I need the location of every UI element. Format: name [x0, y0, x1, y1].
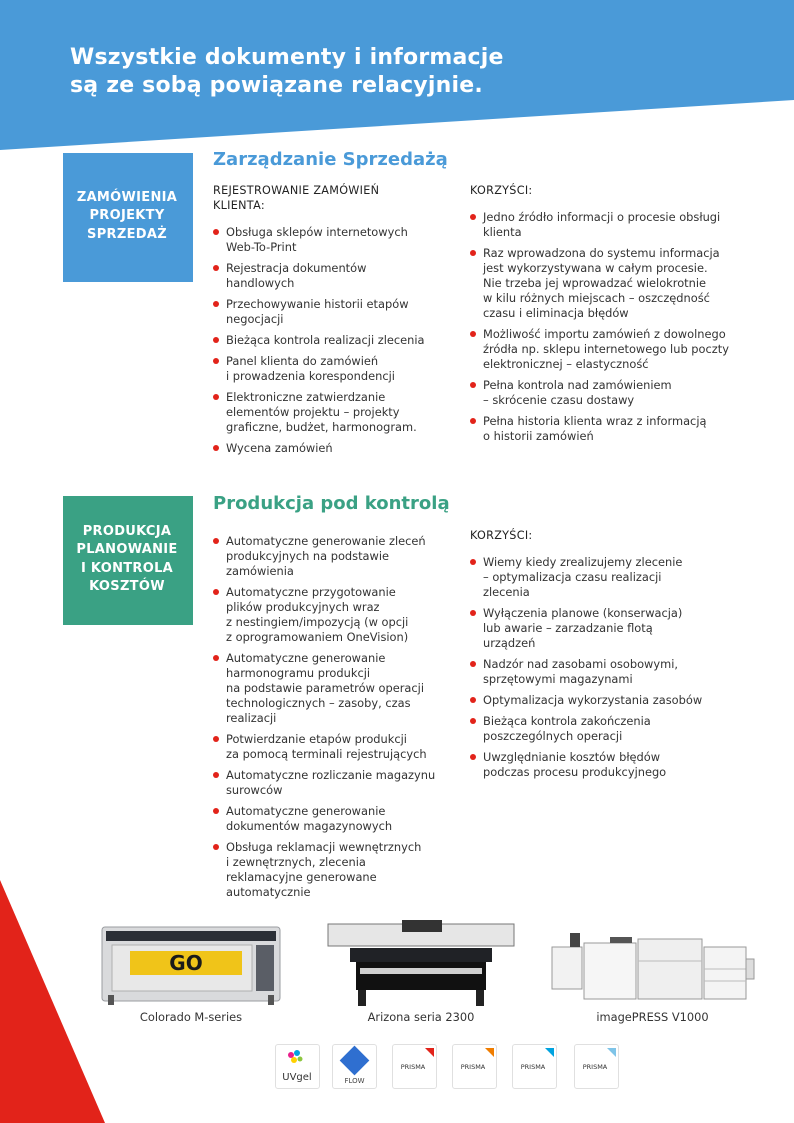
list-item-text: Możliwość importu zamówień z dowolnego źródła np. sklepu internetowego lub poczty elektronicznej – elastyczność [483, 327, 729, 371]
logo-wordmark: PRISMA [520, 1063, 546, 1071]
section-tag-production [63, 496, 191, 623]
imagepress-printer-image [550, 925, 755, 1007]
printer-caption: Arizona seria 2300 [367, 1010, 475, 1024]
list-item-text: Raz wprowadzona do systemu informacja jest wykorzystywana w całym procesie. Nie trzeba jej wprowadzać wielokrotnie w kilu różnych miejscach – oszczędność czasu i eliminacja błędów [483, 246, 720, 320]
list-item-text: Pełna historia klienta wraz z informacją o historii zamówień [483, 414, 707, 443]
list-item [213, 333, 453, 348]
list-item [470, 714, 760, 744]
bullet-icon [213, 229, 219, 235]
benefits-heading: KORZYŚCI: [470, 184, 533, 197]
list-item-text: Jedno źródło informacji o procesie obsługi klienta [483, 210, 721, 239]
list-item-text: Automatyczne generowanie dokumentów magazynowych [226, 804, 393, 833]
bullet-icon [213, 358, 219, 364]
printer-caption: Colorado M-series [139, 1010, 243, 1024]
list-item-text: Wiemy kiedy zrealizujemy zlecenie – optymalizacja czasu realizacji zlecenia [483, 555, 683, 599]
headline-line-1: Wszystkie dokumenty i informacje [70, 45, 504, 70]
production-feature-list [213, 534, 453, 906]
bullet-icon [470, 718, 476, 724]
tag-line: ZAMÓWIENIA [76, 189, 178, 205]
list-item-text: Automatyczne przygotowanie plików produkcyjnych wraz z nestingiem/impozycją (w opcji z oprogramowaniem OneVision) [226, 585, 409, 644]
page-headline [70, 44, 670, 100]
list-item [213, 441, 453, 456]
list-item [213, 768, 453, 798]
bullet-icon [470, 418, 476, 424]
bullet-icon [213, 772, 219, 778]
section-tag-sales [63, 153, 191, 280]
tag-line: PLANOWANIE [76, 542, 178, 557]
list-item-text: Automatyczne rozliczanie magazynu surowców [226, 768, 436, 797]
bullet-icon [470, 331, 476, 337]
list-item-text: Wyłączenia planowe (konserwacja) lub awarie – zarzadzanie flotą urządzeń [483, 606, 683, 650]
section-title-production: Produkcja pod kontrolą [213, 493, 450, 514]
tag-line: PROJEKTY [89, 208, 165, 224]
bullet-icon [213, 538, 219, 544]
list-item-text: Rejestracja dokumentów handlowych [226, 261, 367, 290]
list-item-text: Potwierdzanie etapów produkcji za pomocą terminali rejestrujących [226, 732, 427, 761]
bullet-icon [213, 301, 219, 307]
prisma-logo [512, 1044, 557, 1089]
colorado-printer-image [100, 925, 282, 1007]
logo-wordmark: PRISMA [460, 1063, 486, 1071]
list-item [470, 378, 760, 408]
bullet-icon [470, 214, 476, 220]
logo-wordmark: PRISMA [582, 1063, 608, 1071]
bullet-icon [470, 610, 476, 616]
bullet-icon [213, 736, 219, 742]
list-item [213, 651, 453, 726]
list-item-text: Uwzględnianie kosztów błędów podczas procesu produkcyjnego [483, 750, 667, 779]
printer-caption: imagePRESS V1000 [596, 1010, 709, 1024]
list-item-text: Optymalizacja wykorzystania zasobów [483, 693, 703, 707]
bullet-icon [213, 394, 219, 400]
bullet-icon [470, 661, 476, 667]
list-item-text: Obsługa sklepów internetowych Web-To-Print [226, 225, 408, 254]
list-item [213, 585, 453, 645]
list-item [470, 210, 760, 240]
list-item [470, 693, 760, 708]
list-item-text: Bieżąca kontrola realizacji zlecenia [226, 333, 425, 347]
flow-logo [332, 1044, 377, 1089]
uvgel-logo [275, 1044, 320, 1089]
list-item [470, 555, 760, 600]
list-item [213, 390, 453, 435]
tag-line: KOSZTÓW [89, 579, 165, 594]
bullet-icon [213, 589, 219, 595]
list-item [213, 354, 453, 384]
prisma-logo [392, 1044, 437, 1089]
bullet-icon [213, 655, 219, 661]
list-item-text: Obsługa reklamacji wewnętrznych i zewnętrznych, zlecenia reklamacyjne generowane automatycznie [226, 840, 422, 899]
logo-wordmark: PRISMA [400, 1063, 426, 1071]
bullet-icon [470, 250, 476, 256]
production-benefits-list [470, 555, 760, 786]
list-item [213, 804, 453, 834]
list-item [470, 246, 760, 321]
bullet-icon [213, 844, 219, 850]
list-item-text: Elektroniczne zatwierdzanie elementów projektu – projekty graficzne, budżet, harmonogram. [226, 390, 417, 434]
list-item [470, 750, 760, 780]
red-corner-shape [0, 880, 110, 1123]
bullet-icon [213, 265, 219, 271]
list-item [213, 261, 453, 291]
sales-feature-list [213, 225, 453, 462]
logo-wordmark: FLOW [344, 1077, 365, 1085]
left-column-heading: REJESTROWANIE ZAMÓWIEŃ KLIENTA: [213, 184, 380, 212]
list-item-text: Nadzór nad zasobami osobowymi, sprzętowymi magazynami [483, 657, 678, 686]
prisma-logo [574, 1044, 619, 1089]
tag-line: PRODUKCJA [82, 523, 172, 539]
list-item [470, 414, 760, 444]
list-item-text: Automatyczne generowanie zleceń produkcyjnych na podstawie zamówienia [226, 534, 426, 578]
sales-benefits-list [470, 210, 760, 450]
printer-banner-text: GO [169, 951, 203, 975]
bullet-icon [470, 559, 476, 565]
bullet-icon [213, 445, 219, 451]
list-item-text: Wycena zamówień [226, 441, 333, 455]
bullet-icon [213, 808, 219, 814]
list-item-text: Bieżąca kontrola zakończenia poszczególnych operacji [483, 714, 651, 743]
list-item [213, 297, 453, 327]
headline-line-2: są ze sobą powiązane relacyjnie. [70, 73, 483, 98]
list-item [213, 534, 453, 579]
list-item [213, 732, 453, 762]
section-title-sales: Zarządzanie Sprzedażą [213, 149, 448, 170]
list-item-text: Panel klienta do zamówień i prowadzenia korespondencji [226, 354, 395, 383]
bullet-icon [470, 382, 476, 388]
bullet-icon [213, 337, 219, 343]
list-item [470, 657, 760, 687]
tag-line: I KONTROLA [80, 560, 174, 576]
tag-line: SPRZEDAŻ [87, 226, 167, 242]
list-item [213, 840, 453, 900]
list-item-text: Pełna kontrola nad zamówieniem – skrócenie czasu dostawy [483, 378, 672, 407]
list-item [213, 225, 453, 255]
logo-wordmark: UVgel [282, 1072, 312, 1083]
bullet-icon [470, 754, 476, 760]
list-item [470, 606, 760, 651]
bullet-icon [470, 697, 476, 703]
list-item-text: Automatyczne generowanie harmonogramu produkcji na podstawie parametrów operacji technologicznych – zasoby, czas realizacji [226, 651, 424, 725]
list-item [470, 327, 760, 372]
benefits-heading: KORZYŚCI: [470, 529, 533, 542]
prisma-logo [452, 1044, 497, 1089]
arizona-printer-image [322, 918, 520, 1008]
list-item-text: Przechowywanie historii etapów negocjacji [226, 297, 409, 326]
